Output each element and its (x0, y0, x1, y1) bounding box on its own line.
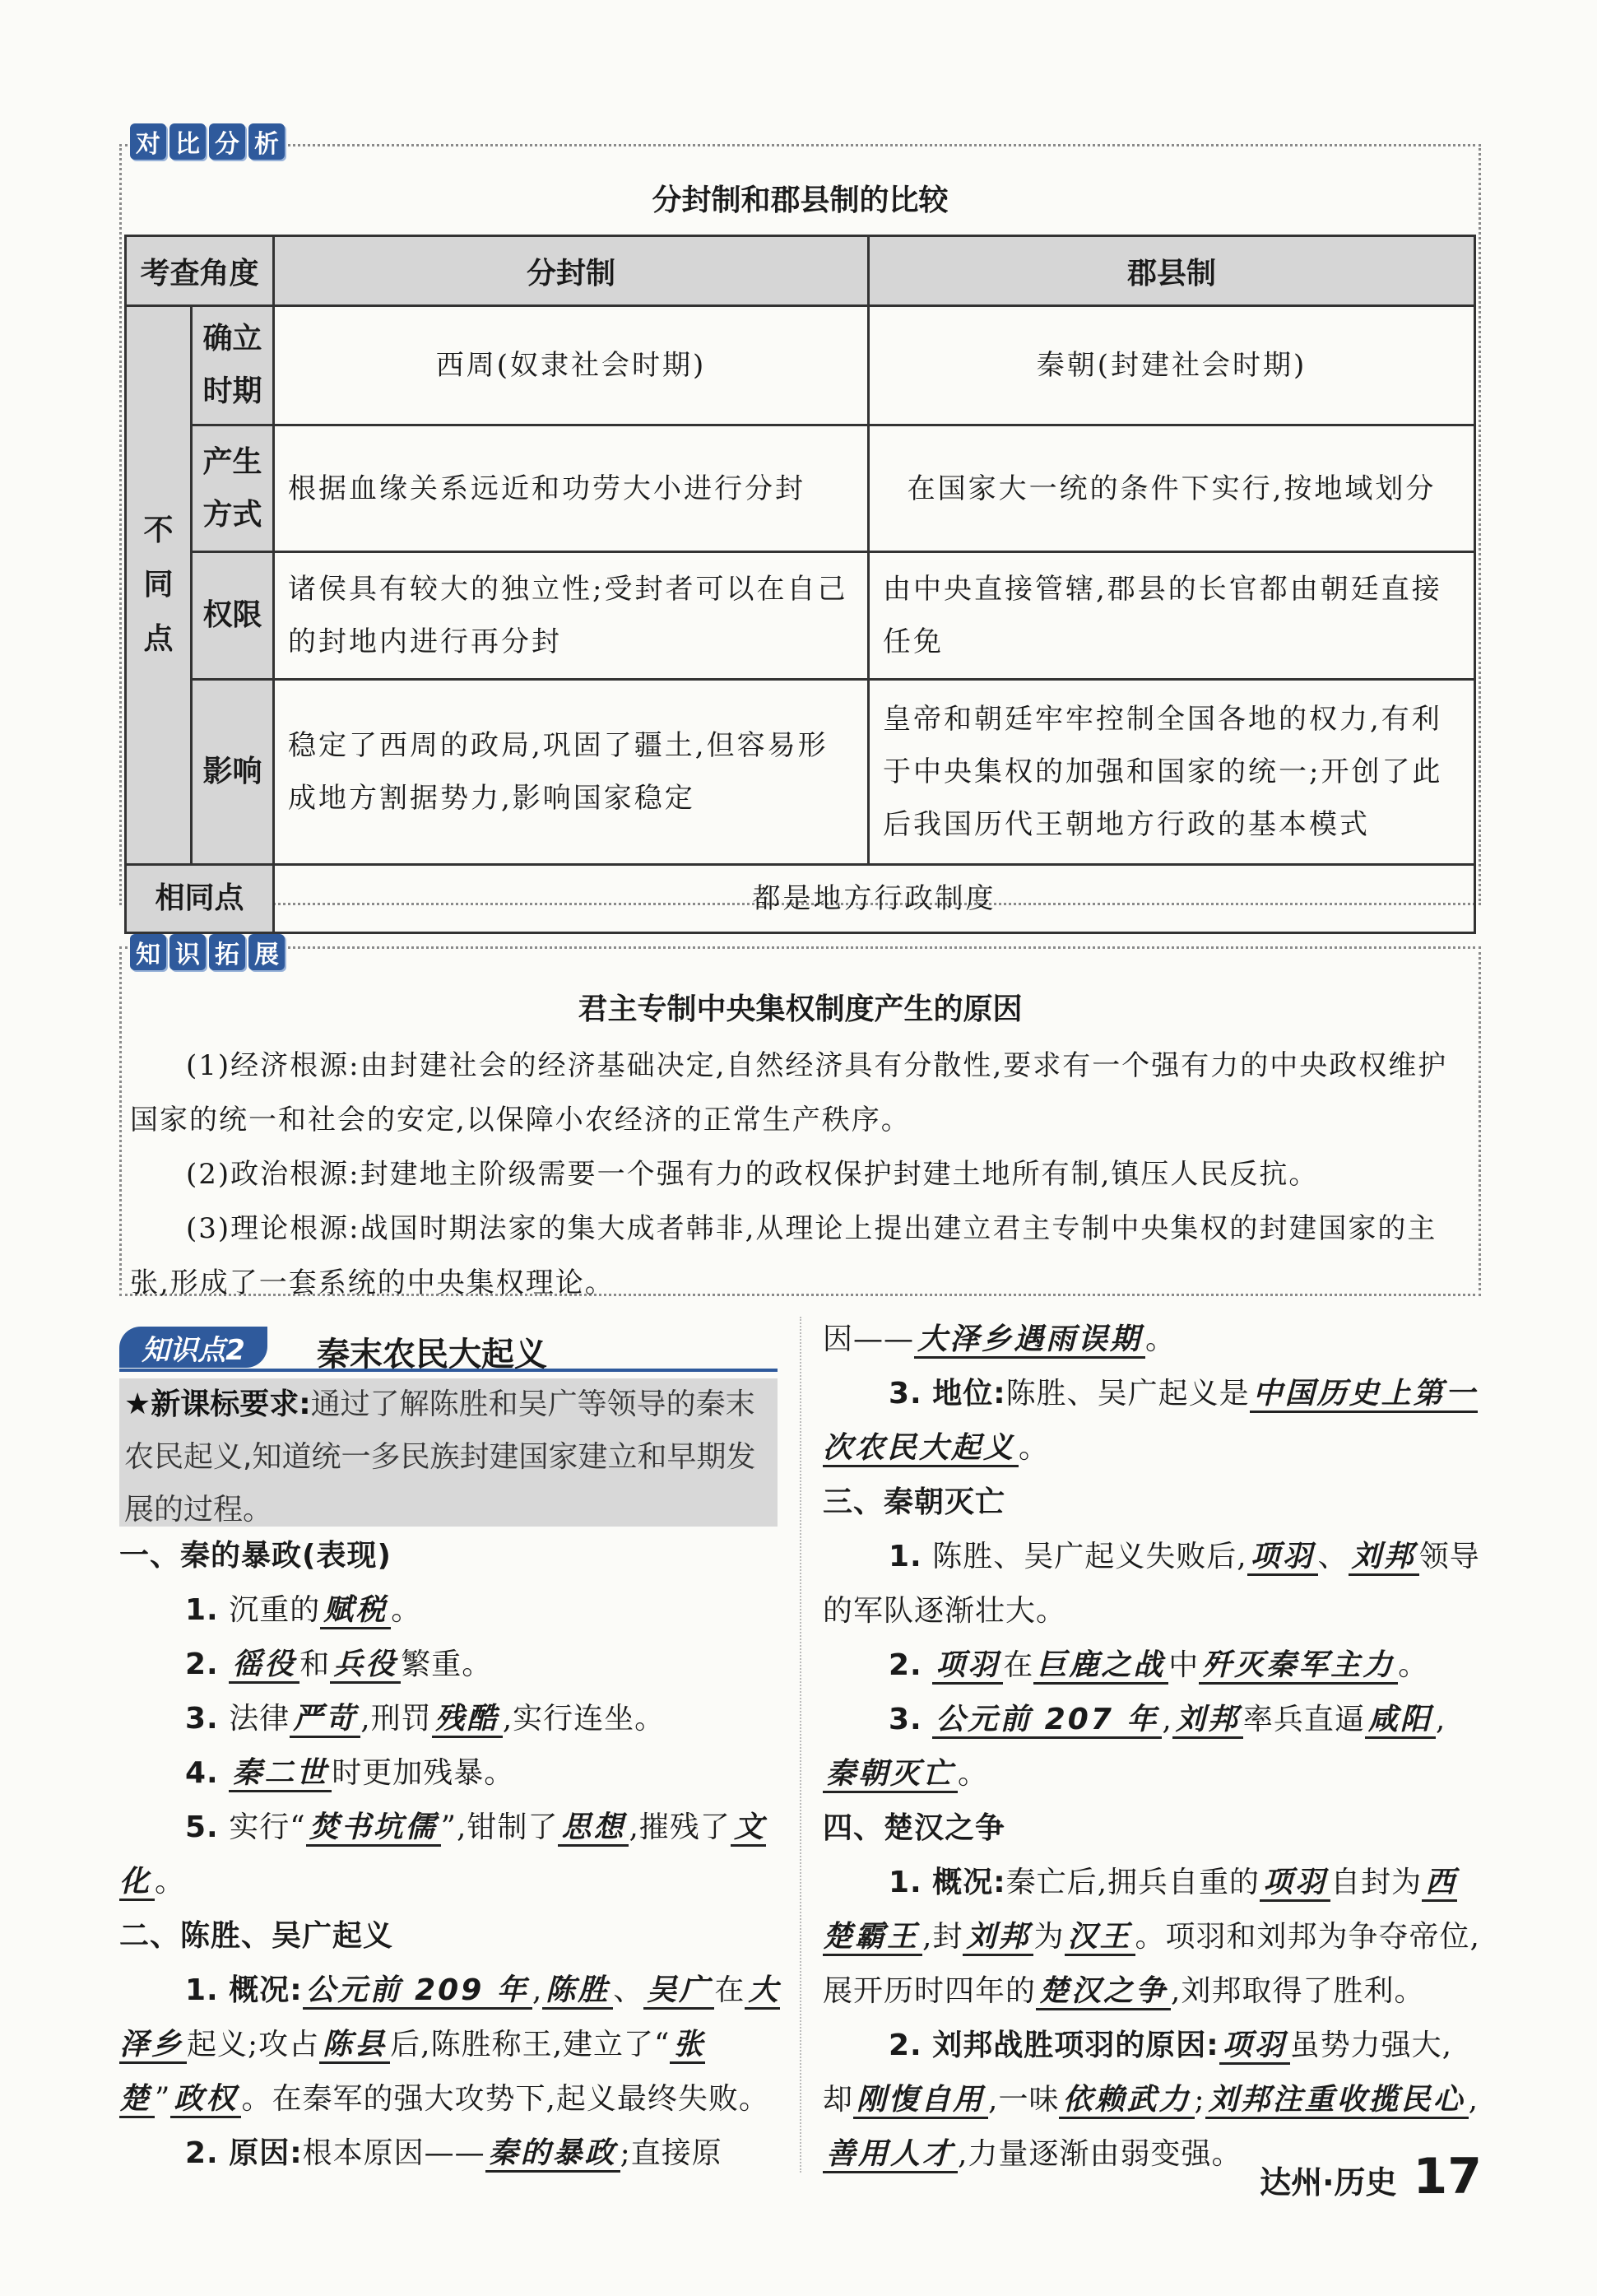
list-item-continued: 因—— 大泽乡遇雨误期 。 (823, 1313, 1481, 1367)
list-item: 4. 秦二世 时更加残暴。 (119, 1746, 782, 1801)
diff-label: 不同点 (126, 306, 192, 865)
cell-fengfeng: 西周(奴隶社会时期) (274, 306, 869, 425)
header-aspect: 考查角度 (126, 236, 274, 306)
tag-char: 比 (169, 123, 206, 160)
table-row (126, 680, 1475, 865)
cell-junxian: 在国家大一统的条件下实行,按地域划分 (869, 425, 1475, 552)
cell-fengfeng: 诸侯具有较大的独立性;受封者可以在自己的封地内进行再分封 (274, 552, 869, 680)
footer-label: 达州·历史 (1260, 2164, 1397, 2201)
list-item: 1. 概况: 公元前 209 年 , 陈胜 、 吴广 在 大泽乡 起义;攻占 陈县 后,陈胜称王,建立了“ 张楚 ” 政权 。在秦军的强大攻势下,起义最终失败。 (119, 1964, 782, 2126)
list-item: 2. 原因:根本原因—— 秦的暴政 ;直接原 (119, 2126, 782, 2181)
row-label: 影响 (192, 680, 274, 865)
header-junxian: 郡县制 (869, 236, 1475, 306)
tag-char: 对 (130, 123, 166, 160)
row-label: 确立时期 (192, 306, 274, 425)
extend-body (130, 1039, 1471, 1310)
extend-title: 君主专制中央集权制度产生的原因 (578, 992, 1023, 1026)
row-label: 权限 (192, 552, 274, 680)
list-item: 3. 公元前 207 年 , 刘邦 率兵直逼 咸阳 ,秦朝灭亡 。 (823, 1693, 1481, 1801)
list-item: 2. 刘邦战胜项羽的原因: 项羽 虽势力强大,却 刚愎自用 ,一味 依赖武力 ; 刘邦注重收揽民心 ,善用人才 ,力量逐渐由弱变强。 (823, 2019, 1481, 2182)
table-header-row (126, 236, 1475, 306)
cell-junxian: 皇帝和朝廷牢牢控制全国各地的权力,有利于中央集权的加强和国家的统一;开创了此后我国历代王朝地方行政的基本模式 (869, 680, 1475, 865)
requirement-label: ★新课标要求: (124, 1387, 311, 1421)
section-heading: 三、秦朝灭亡 (823, 1485, 1006, 1519)
extend-paragraph: (3)理论根源:战国时期法家的集大成者韩非,从理论上提出建立君主专制中央集权的封建国家的主张,形成了一套系统的中央集权理论。 (130, 1212, 1437, 1299)
column-divider (800, 1317, 801, 2173)
list-item: 3. 法律 严苛 ,刑罚 残酷 ,实行连坐。 (119, 1692, 782, 1746)
list-item: 2. 徭役 和 兵役 繁重。 (119, 1638, 782, 1692)
tag-char: 展 (248, 934, 285, 970)
table-row (126, 425, 1475, 552)
section-heading: 一、秦的暴政(表现) (119, 1539, 392, 1573)
same-value: 都是地方行政制度 (274, 865, 1475, 933)
tag-char: 析 (248, 123, 285, 160)
comparison-table (124, 235, 1476, 934)
list-item: 5. 实行“ 焚书坑儒 ”,钳制了 思想 ,摧残了 文化 。 (119, 1801, 782, 1909)
knowledge-point-badge: 知识点2 (119, 1327, 267, 1368)
extend-paragraph: (1)经济根源:由封建社会的经济基础决定,自然经济具有分散性,要求有一个强有力的中央政权维护国家的统一和社会的安定,以保障小农经济的正常生产秩序。 (130, 1049, 1448, 1136)
same-label: 相同点 (126, 865, 274, 933)
table-row (126, 865, 1475, 933)
compare-tag (130, 123, 285, 160)
extend-paragraph: (2)政治根源:封建地主阶级需要一个强有力的政权保护封建土地所有制,镇压人民反抗。 (186, 1158, 1319, 1191)
curriculum-requirement (119, 1378, 778, 1527)
header-fengfeng: 分封制 (274, 236, 869, 306)
list-item: 1. 陈胜、吴广起义失败后, 项羽 、 刘邦 领导的军队逐渐壮大。 (823, 1540, 1480, 1628)
right-column (823, 1313, 1481, 2182)
tag-char: 分 (209, 123, 245, 160)
cell-junxian: 由中央直接管辖,郡县的长官都由朝廷直接任免 (869, 552, 1475, 680)
section-heading: 四、楚汉之争 (823, 1811, 1006, 1845)
cell-fengfeng: 根据血缘关系远近和功劳大小进行分封 (274, 425, 869, 552)
list-item: 1. 概况:秦亡后,拥兵自重的 项羽 自封为 西楚霸王 ,封 刘邦 为 汉王 。项羽和刘邦为争夺帝位,展开历时四年的 楚汉之争 ,刘邦取得了胜利。 (823, 1856, 1481, 2019)
list-item: 3. 地位:陈胜、吴广起义是 中国历史上第一次农民大起义 。 (823, 1367, 1481, 1476)
page-footer (1260, 2148, 1482, 2205)
table-row (126, 306, 1475, 425)
table-row (126, 552, 1475, 680)
knowledge-point-header (119, 1327, 778, 1372)
list-item: 2. 项羽 在 巨鹿之战 中 歼灭秦军主力 。 (823, 1638, 1481, 1693)
cell-fengfeng: 稳定了西周的政局,巩固了疆土,但容易形成地方割据势力,影响国家稳定 (274, 680, 869, 865)
left-column (119, 1529, 782, 2181)
section-heading: 二、陈胜、吴广起义 (119, 1919, 394, 1953)
extend-tag (130, 934, 285, 970)
requirement-text: 通过了解陈胜和吴广等领导的秦末农民起义,知道统一多民族封建国家建立和早期发展的过程。 (124, 1387, 756, 1527)
list-item: 1. 沉重的 赋税 。 (119, 1583, 782, 1638)
tag-char: 拓 (209, 934, 245, 970)
knowledge-point-title: 秦末农民大起义 (317, 1336, 547, 1373)
tag-char: 识 (169, 934, 206, 970)
page-number: 17 (1413, 2148, 1482, 2205)
tag-char: 知 (130, 934, 166, 970)
compare-title: 分封制和郡县制的比较 (652, 184, 949, 217)
cell-junxian: 秦朝(封建社会时期) (869, 306, 1475, 425)
row-label: 产生方式 (192, 425, 274, 552)
